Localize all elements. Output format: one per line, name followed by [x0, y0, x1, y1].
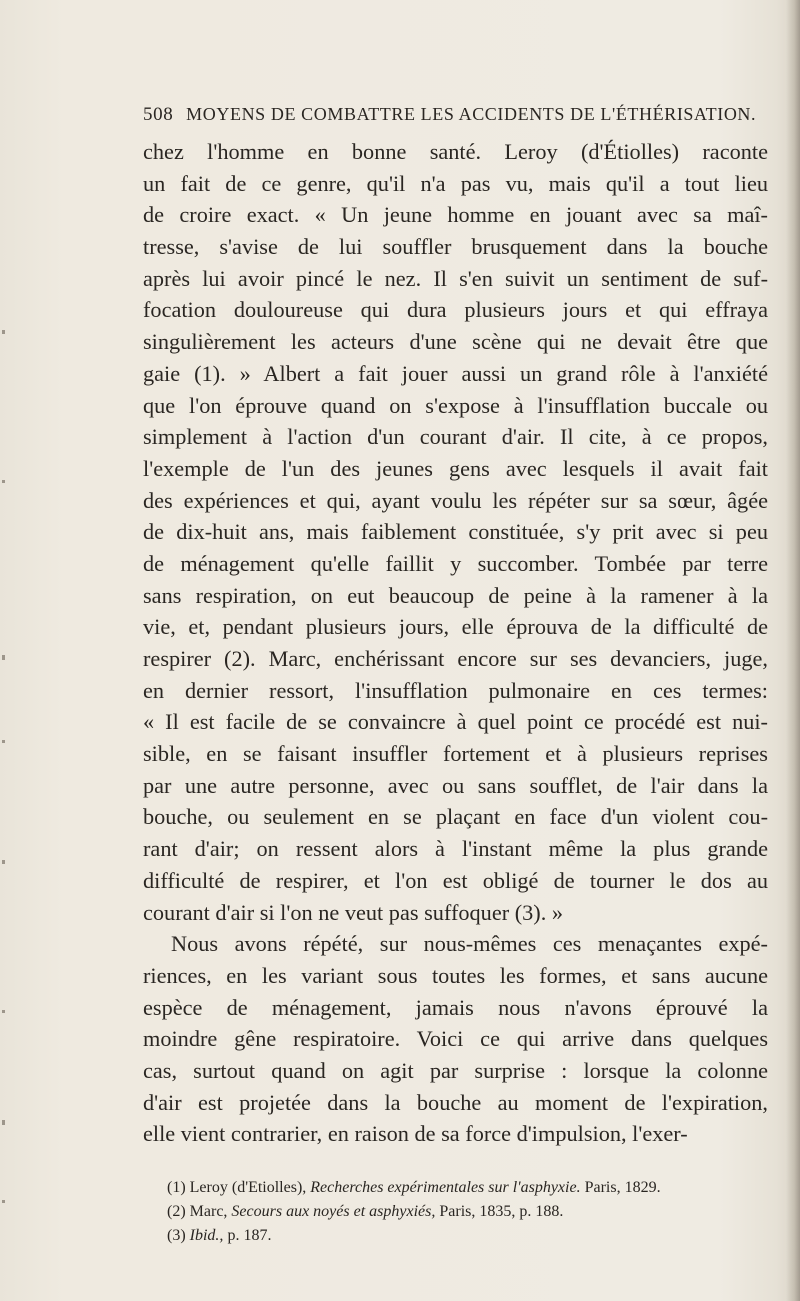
text-line: elle vient contrarier, en raison de sa force d'impulsion, l'exer-: [143, 1121, 688, 1147]
text-line: singulièrement les acteurs d'une scène qui ne devait être que: [143, 329, 768, 355]
text-line: Nous avons répété, sur nous-mêmes ces menaçantes expé-: [171, 931, 768, 957]
text-line: chez l'homme en bonne santé. Leroy (d'Étiolles) raconte: [143, 139, 768, 164]
text-line: respirer (2). Marc, enchérissant encore sur ses devanciers, juge,: [143, 646, 768, 671]
footnote-title: Recherches expérimentales sur l'asphyxie.: [310, 1179, 581, 1196]
text-line: sans respiration, on eut beaucoup de peine à la ramener à la: [143, 582, 768, 608]
speck: [2, 330, 5, 334]
text-line: courant d'air si l'on ne veut pas suffoquer (3). »: [143, 899, 564, 925]
speck: [2, 1010, 5, 1013]
footnote-rest: Paris, 1835, p. 188.: [439, 1203, 564, 1220]
text-line: difficulté de respirer, et l'on est obligé de tourner le dos au: [143, 867, 768, 893]
text-line: de croire exact. « Un jeune homme en jouant avec sa maî-: [143, 202, 768, 228]
footnote-rest: p. 187.: [227, 1227, 272, 1244]
text-line: simplement à l'action d'un courant d'air. Il cite, à ce propos,: [143, 424, 768, 450]
text-line: cas, surtout quand on agit par surprise : lorsque la colonne: [143, 1057, 768, 1083]
footnote: [167, 1176, 767, 1200]
text-line: un fait de ce genre, qu'il n'a pas vu, mais qu'il a tout lieu: [143, 170, 768, 196]
paragraph: [143, 136, 768, 928]
running-head: MOYENS DE COMBATTRE LES ACCIDENTS DE L'ÉTHÉRISATION.: [186, 104, 757, 124]
text-line: sible, en se faisant insuffler fortement et à plusieurs reprises: [143, 741, 768, 767]
text-line: que l'on éprouve quand on s'expose à l'insufflation buccale ou: [143, 392, 768, 418]
text-line: « Il est facile de se convaincre à quel point ce procédé est nui-: [143, 709, 768, 735]
text-line: moindre gêne respiratoire. Voici ce qui arrive dans quelques: [143, 1026, 768, 1052]
text-line: riences, en les variant sous toutes les formes, et sans aucune: [143, 962, 768, 988]
footnote: [167, 1200, 767, 1224]
text-line: en dernier ressort, l'insufflation pulmonaire en ces termes:: [143, 677, 768, 703]
text-line: de ménagement qu'elle faillit y succomber. Tombée par terre: [143, 550, 768, 576]
paragraph: [143, 928, 768, 1150]
footnote-marker: (2): [167, 1203, 186, 1220]
footnote-title: Secours aux noyés et asphyxiés,: [231, 1203, 436, 1220]
text-line: d'air est projetée dans la bouche au moment de l'expiration,: [143, 1089, 768, 1115]
footnotes: [167, 1176, 767, 1248]
speck: [2, 1200, 5, 1203]
text-line: l'exemple de l'un des jeunes gens avec lesquels il avait fait: [143, 455, 768, 481]
speck: [2, 740, 5, 743]
text-line: après lui avoir pincé le nez. Il s'en suivit un sentiment de suf-: [143, 265, 768, 291]
body-text: [143, 136, 768, 1150]
text-line: focation douloureuse qui dura plusieurs jours et qui effraya: [143, 297, 768, 323]
text-line: espèce de ménagement, jamais nous n'avons éprouvé la: [143, 994, 768, 1020]
footnote-author: Marc,: [189, 1203, 228, 1220]
text-line: par une autre personne, avec ou sans soufflet, de l'air dans la: [143, 772, 768, 798]
text-line: des expériences et qui, ayant voulu les répéter sur sa sœur, âgée: [143, 487, 768, 513]
footnote-rest: Paris, 1829.: [584, 1179, 661, 1196]
footnote-marker: (3): [167, 1227, 186, 1244]
text-line: rant d'air; on ressent alors à l'instant même la plus grande: [143, 836, 768, 862]
footnote: [167, 1224, 767, 1248]
page-header: [143, 104, 768, 130]
page-number: 508: [143, 104, 174, 125]
speck: [2, 1120, 5, 1125]
speck: [2, 860, 5, 864]
page-edge-shadow: [786, 0, 800, 1301]
footnote-title: Ibid.,: [189, 1227, 224, 1244]
text-line: tresse, s'avise de lui souffler brusquement dans la bouche: [143, 234, 768, 260]
speck: [2, 655, 5, 660]
footnote-marker: (1): [167, 1179, 186, 1196]
text-line: vie, et, pendant plusieurs jours, elle éprouva de la difficulté de: [143, 614, 768, 640]
text-line: bouche, ou seulement en se plaçant en face d'un violent cou-: [143, 804, 768, 830]
left-margin-specks: [0, 0, 10, 1301]
speck: [2, 480, 5, 483]
text-line: gaie (1). » Albert a fait jouer aussi un grand rôle à l'anxiété: [143, 360, 768, 386]
text-line: de dix-huit ans, mais faiblement constituée, s'y prit avec si peu: [143, 519, 768, 545]
footnote-author: Leroy (d'Etiolles),: [189, 1179, 307, 1196]
